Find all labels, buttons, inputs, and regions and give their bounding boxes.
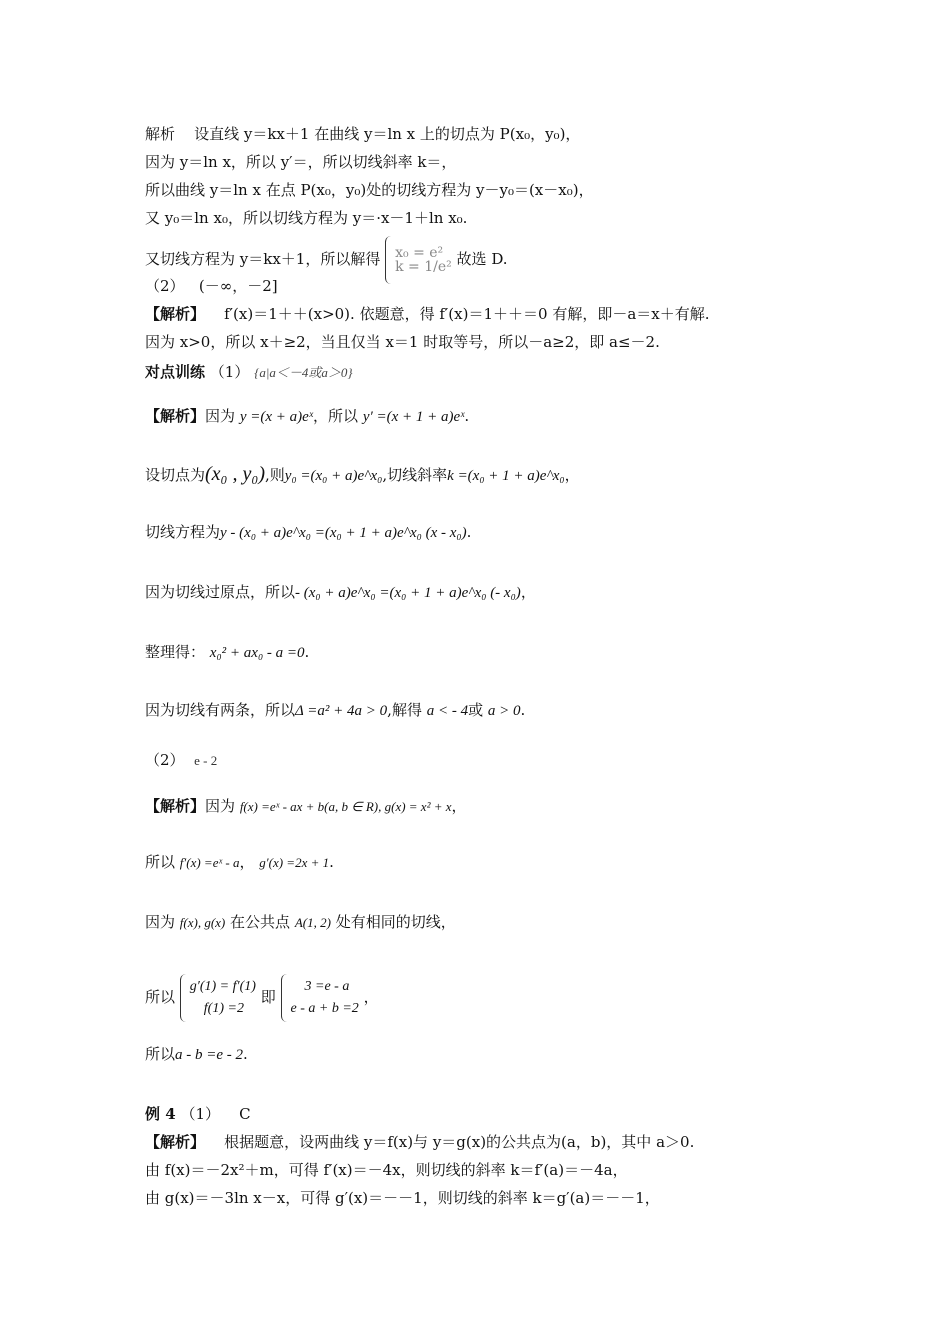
step-4: [145, 582, 536, 603]
step-text: ，: [451, 797, 467, 815]
step-2: [145, 464, 580, 486]
math-expression: y - (x₀ + a)e^x₀ =(x₀ + 1 + a)e^x₀ (x - x₀): [220, 525, 467, 541]
step-text: ,则: [265, 466, 285, 484]
math-expression: f′(x) =eˣ - a: [179, 855, 240, 870]
math-expression: y′ =(x + 1 + a)eˣ: [362, 409, 465, 425]
analysis-label: 【解析】: [145, 407, 206, 425]
step-text: .: [329, 853, 334, 871]
math-expression: x₀² + ax₀ - a =0: [209, 645, 305, 661]
step-text: .: [304, 643, 310, 661]
system-row-1: 3 =e - a: [304, 979, 350, 994]
example-4-line-3: 由 g(x)＝－3ln x－x，可得 g′(x)＝－－1，则切线的斜率 k＝g′(a)＝－－1，: [145, 1189, 660, 1207]
step-text: 因为切线过原点，所以: [145, 583, 296, 601]
analysis-text: f′(x)＝1＋＋(x>0). 依题意，得 f′(x)＝1＋＋＝0 有解，即－a＝x＋有解.: [224, 305, 710, 323]
example-4-line-1: [145, 1132, 694, 1152]
step-text: 处有相同的切线，: [335, 913, 456, 931]
drill-part-2: [145, 750, 217, 771]
solution-system: [385, 236, 452, 284]
analysis-text: 根据题意，设两曲线 y＝f(x)与 y＝g(x)的公共点为(a，b)，其中 a＞0.: [224, 1133, 695, 1151]
step-text: ，: [239, 853, 255, 871]
part-answer: e - 2: [194, 753, 218, 768]
equation-system-2: [281, 974, 359, 1022]
step-text: 整理得：: [145, 643, 206, 661]
line-conclusion: 因为 x>0，所以 x＋≥2，当且仅当 x＝1 时取等号，所以－a≥2，即 a≤－2.: [145, 333, 660, 351]
step-1: [145, 406, 469, 427]
math-expression: y =(x + a)eˣ: [239, 409, 314, 425]
analysis-label: 【解析】: [145, 797, 206, 815]
step-6: [145, 700, 525, 721]
part-number: （2）: [145, 277, 185, 295]
drill-part-number: （1）: [209, 363, 250, 381]
system-row-1: x₀ = e²: [395, 245, 444, 261]
step-text: 因为: [145, 913, 176, 931]
step-10: [145, 972, 379, 1022]
example-4-heading: [145, 1104, 251, 1124]
step-text: 切线方程为: [145, 523, 221, 541]
step-text: .: [464, 407, 470, 425]
step-text: ,解得: [387, 701, 422, 719]
step-text: 所以: [145, 988, 176, 1006]
math-expression: A(1, 2): [294, 915, 331, 930]
line-substitute: 又 y₀＝ln x₀，所以切线方程为 y＝·x－1＋ln x₀.: [145, 209, 468, 227]
line-part2: [145, 276, 278, 296]
line-text: 设直线 y＝kx＋1 在曲线 y＝ln x 上的切点为 P(x₀，y₀)，: [194, 125, 581, 143]
step-text: 所以: [145, 853, 176, 871]
step-text: 因为: [205, 797, 236, 815]
step-text: 在公共点: [230, 913, 291, 931]
math-expression: g′(x) =2x + 1: [259, 855, 330, 870]
analysis-label: 【解析】: [145, 305, 206, 323]
step-7: [145, 796, 467, 817]
part-number: （1）: [180, 1105, 220, 1123]
answer-choice: 故选 D.: [456, 250, 508, 268]
step-text: .: [466, 523, 472, 541]
line-derivative: 因为 y＝ln x，所以 y′＝，所以切线斜率 k＝，: [145, 153, 457, 171]
step-9: [145, 912, 456, 933]
math-expression: - (x₀ + a)e^x₀ =(x₀ + 1 + a)e^x₀ (- x₀): [295, 585, 521, 601]
step-5: [145, 642, 309, 663]
example-title: 例 4: [145, 1105, 176, 1123]
step-text: 或: [468, 701, 484, 719]
math-expression: a < - 4: [426, 703, 469, 719]
step-text: 设切点为: [145, 466, 206, 484]
step-text: ，: [564, 466, 580, 484]
analysis-label: 解析: [145, 125, 176, 143]
part-answer: (－∞，－2]: [198, 277, 278, 295]
drill-title: 对点训练: [145, 363, 206, 381]
line-analysis-2: [145, 304, 710, 324]
math-expression: y₀ =(x₀ + a)e^x₀: [284, 468, 383, 484]
step-text: ,切线斜率: [382, 466, 448, 484]
step-text: ，: [363, 988, 379, 1006]
drill-answer: {a|a＜－4或a＞0}: [254, 365, 353, 380]
step-text: ，: [520, 583, 536, 601]
system-row-1: g′(1) = f′(1): [189, 979, 256, 994]
example-4-line-2: 由 f(x)＝－2x²＋m，可得 f′(x)＝－4x，则切线的斜率 k＝f′(a)＝－4a，: [145, 1161, 628, 1179]
line-setup: [145, 124, 580, 144]
step-text: .: [520, 701, 526, 719]
math-expression: k =(x₀ + 1 + a)e^x₀: [447, 468, 565, 484]
solve-text: 又切线方程为 y＝kx＋1，所以解得: [145, 250, 381, 268]
step-text: 所以: [145, 1045, 176, 1063]
drill-heading: [145, 362, 353, 383]
part-answer: C: [239, 1105, 251, 1123]
system-row-2: e - a + b =2: [290, 1001, 359, 1016]
system-row-2: k = 1/e²: [395, 259, 452, 275]
step-8: [145, 852, 334, 873]
math-expression: a > 0: [487, 703, 521, 719]
equation-system-1: [180, 974, 256, 1022]
math-expression: Δ =a² + 4a > 0: [295, 703, 388, 719]
math-expression: f(x), g(x): [179, 915, 226, 930]
step-text: ，所以: [313, 407, 359, 425]
step-text: 因为: [205, 407, 236, 425]
analysis-label: 【解析】: [145, 1133, 206, 1151]
part-number: （2）: [145, 751, 185, 769]
step-text: .: [243, 1045, 248, 1063]
math-expression: f(x) =eˣ - ax + b(a, b ∈ R), g(x) = x² + x: [239, 799, 452, 814]
step-text: 因为切线有两条，所以: [145, 701, 296, 719]
math-expression: (x₀ , y₀): [205, 463, 265, 485]
line-tangent-eq: 所以曲线 y＝ln x 在点 P(x₀，y₀)处的切线方程为 y－y₀＝(x－x₀)，: [145, 181, 594, 199]
step-text: 即: [260, 988, 276, 1006]
system-row-2: f(1) =2: [203, 1001, 244, 1016]
step-3: [145, 522, 471, 543]
step-11: [145, 1044, 248, 1065]
math-expression: a - b =e - 2: [175, 1047, 244, 1063]
